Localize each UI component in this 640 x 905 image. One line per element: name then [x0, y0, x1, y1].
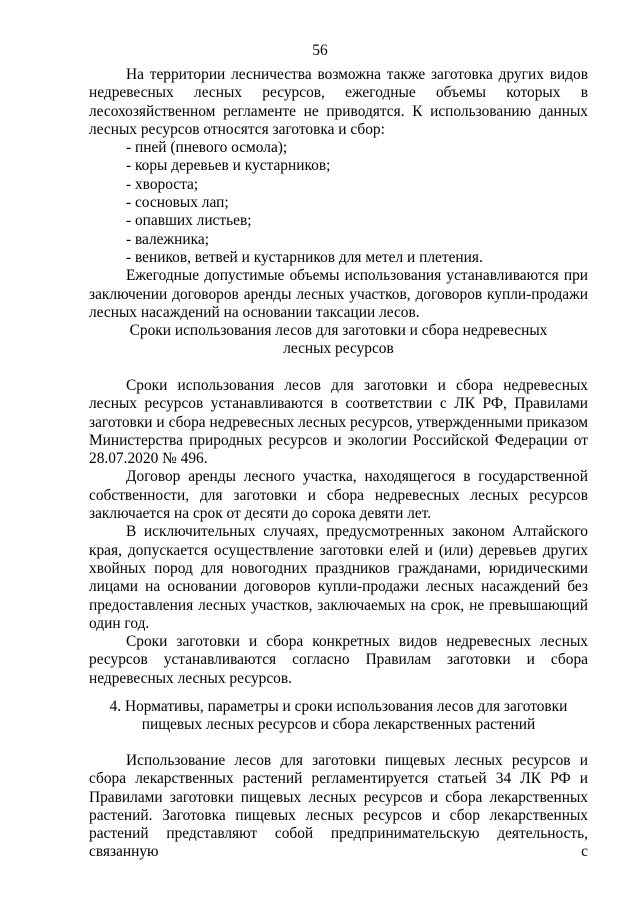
- list-item: - сосновых лап;: [126, 194, 229, 212]
- section-heading-terms: [89, 322, 588, 359]
- resource-list: [89, 139, 588, 267]
- page-number: 56: [312, 42, 328, 59]
- paragraph: Сроки заготовки и сбора конкретных видов недревесных лесных ресурсов устанавливаются согласно Правилам заготовки и сбора недревесных лесных ресурсов.: [89, 633, 588, 687]
- list-item: - опавших листьев;: [126, 212, 252, 230]
- list-item: - валежника;: [126, 230, 209, 248]
- paragraph: Ежегодные допустимые объемы использования устанавливаются при заключении договоров аренды лесных участков, договоров купли-продажи лесных насаждений на основании таксации лесов.: [89, 267, 588, 321]
- heading-line: 4. Нормативы, параметры и сроки использования лесов для заготовки: [109, 698, 568, 715]
- heading-line: Сроки использования лесов для заготовки и сбора недревесных: [129, 322, 548, 339]
- heading-line: пищевых лесных ресурсов и сбора лекарственных растений: [141, 716, 536, 734]
- paragraph: Договор аренды лесного участка, находящегося в государственной собственности, для заготовки и сбора недревесных лесных ресурсов заключается на срок от десяти до сорока девяти лет.: [89, 468, 588, 523]
- paragraph: Использование лесов для заготовки пищевых лесных ресурсов и сбора лекарственных растений регламентируется статьей 34 ЛК РФ и Правилами заготовки пищевых лесных ресурсов и сбора лекарственных растений. Заготовка пищевых лесных ресурсов и сбор лекарственных растений представляют собой предпринимательскую деятельность, связанную с: [89, 752, 588, 861]
- list-item: - коры деревьев и кустарников;: [126, 157, 331, 175]
- section-terms-body: [89, 377, 588, 688]
- list-item: - хвороста;: [126, 175, 199, 193]
- paragraph: В исключительных случаях, предусмотренных законом Алтайского края, допускается осуществление заготовки елей и (или) деревьев других хвойных пород для новогодних праздников гражданами, юридическими лицами на основании договоров купли-продажи лесных насаждений без предоставления лесных участков, заключаемых на срок, не превышающий один год.: [89, 523, 588, 632]
- section-heading-food-resources: [80, 698, 597, 735]
- heading-line: лесных ресурсов: [283, 340, 394, 358]
- intro-block: [89, 66, 588, 322]
- section-food-body: [89, 752, 588, 862]
- paragraph: На территории лесничества возможна также заготовка других видов недревесных лесных ресурсов, ежегодные объемы которых в лесохозяйственном регламенте не приводятся. К использованию данных лесных ресурсов относятся заготовка и сбор:: [89, 66, 588, 138]
- paragraph: Сроки использования лесов для заготовки и сбора недревесных лесных ресурсов устанавливаются в соответствии с ЛК РФ, Правилами заготовки и сбора недревесных лесных ресурсов, утвержденными приказом Министерства природных ресурсов и экологии Российской Федерации от 28.07.2020 № 496.: [89, 377, 588, 468]
- list-item: - пней (пневого осмола);: [126, 139, 288, 157]
- list-item: - веников, ветвей и кустарников для метел и плетения.: [126, 248, 483, 266]
